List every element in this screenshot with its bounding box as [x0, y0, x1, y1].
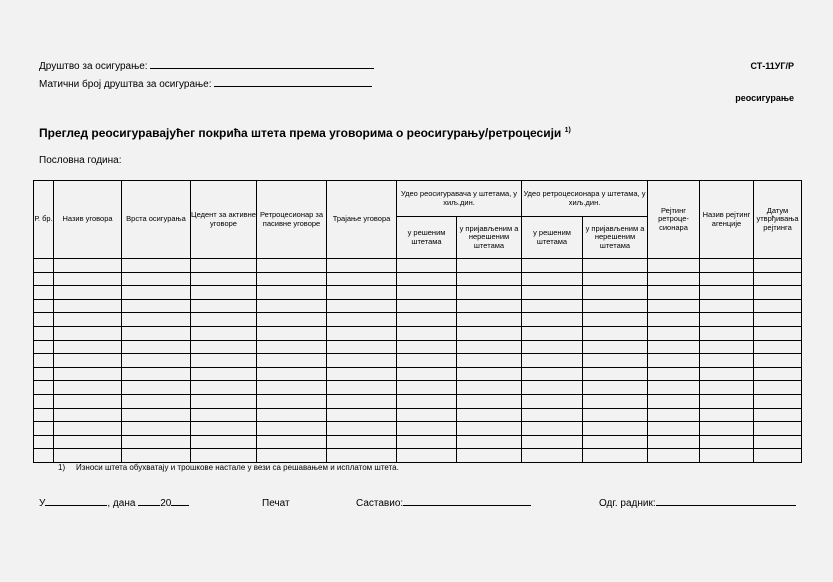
table-cell[interactable]: [583, 394, 648, 408]
table-cell[interactable]: [34, 394, 54, 408]
table-cell[interactable]: [648, 272, 700, 286]
sub-header-settled: у решеним штетама: [397, 217, 457, 259]
table-cell[interactable]: [397, 422, 457, 436]
table-cell[interactable]: [122, 326, 191, 340]
table-cell[interactable]: [327, 326, 397, 340]
table-cell[interactable]: [583, 381, 648, 395]
table-cell[interactable]: [457, 299, 522, 313]
table-cell[interactable]: [754, 435, 802, 449]
responsible-label: Одг. радник:: [599, 498, 656, 509]
table-cell[interactable]: [457, 422, 522, 436]
group-header-retro-share: Удео ретроцесионара у штетама, у хиљ.дин.: [522, 181, 648, 217]
table-cell[interactable]: [457, 367, 522, 381]
group-header-reinsurer-share: Удео реосигуравача у штетама, у хиљ.дин.: [397, 181, 522, 217]
table-cell[interactable]: [648, 354, 700, 368]
form-subtitle: реосигурање: [735, 93, 794, 103]
table-cell[interactable]: [34, 435, 54, 449]
table-cell[interactable]: [257, 299, 327, 313]
table-cell[interactable]: [191, 449, 257, 463]
table-cell[interactable]: [34, 286, 54, 300]
table-cell[interactable]: [457, 272, 522, 286]
table-cell[interactable]: [327, 286, 397, 300]
table-cell[interactable]: [327, 394, 397, 408]
table-cell[interactable]: [397, 272, 457, 286]
table-cell[interactable]: [457, 259, 522, 273]
table-cell[interactable]: [54, 381, 122, 395]
table-cell[interactable]: [122, 422, 191, 436]
table-row: [34, 259, 802, 273]
table-cell[interactable]: [754, 272, 802, 286]
table-cell[interactable]: [191, 367, 257, 381]
table-cell[interactable]: [191, 299, 257, 313]
table-cell[interactable]: [257, 259, 327, 273]
table-cell[interactable]: [191, 381, 257, 395]
table-cell[interactable]: [700, 272, 754, 286]
table-cell[interactable]: [257, 449, 327, 463]
table-row: [34, 381, 802, 395]
table-cell[interactable]: [754, 286, 802, 300]
table-cell[interactable]: [327, 354, 397, 368]
table-cell[interactable]: [583, 326, 648, 340]
table-cell[interactable]: [34, 313, 54, 327]
table-cell[interactable]: [397, 326, 457, 340]
table-cell[interactable]: [648, 381, 700, 395]
table-cell[interactable]: [257, 326, 327, 340]
table-cell[interactable]: [191, 340, 257, 354]
table-cell[interactable]: [54, 340, 122, 354]
table-row: [34, 313, 802, 327]
col-header-rating-date: Датум утврђивања рејтинга: [754, 181, 802, 259]
table-cell[interactable]: [583, 354, 648, 368]
table-cell[interactable]: [583, 340, 648, 354]
table-cell[interactable]: [122, 299, 191, 313]
table-cell[interactable]: [327, 272, 397, 286]
table-row: [34, 408, 802, 422]
table-cell[interactable]: [754, 408, 802, 422]
table-cell[interactable]: [457, 326, 522, 340]
table-cell[interactable]: [257, 422, 327, 436]
table-cell[interactable]: [583, 299, 648, 313]
table-cell[interactable]: [257, 354, 327, 368]
table-cell[interactable]: [34, 449, 54, 463]
table-cell[interactable]: [700, 394, 754, 408]
table-cell[interactable]: [397, 408, 457, 422]
table-cell[interactable]: [327, 299, 397, 313]
table-cell[interactable]: [54, 408, 122, 422]
table-cell[interactable]: [397, 367, 457, 381]
table-cell[interactable]: [648, 326, 700, 340]
table-cell[interactable]: [54, 435, 122, 449]
table-cell[interactable]: [257, 340, 327, 354]
company-input-line[interactable]: [150, 67, 374, 69]
table-row: [34, 272, 802, 286]
table-cell[interactable]: [457, 354, 522, 368]
table-cell[interactable]: [457, 408, 522, 422]
table-cell[interactable]: [522, 259, 583, 273]
table-cell[interactable]: [522, 299, 583, 313]
sub-header-reported: у пријављеним а нерешеним штетама: [457, 217, 522, 259]
table-cell[interactable]: [522, 272, 583, 286]
table-row: [34, 326, 802, 340]
reinsurance-table: [33, 180, 802, 463]
table-cell[interactable]: [397, 259, 457, 273]
table-cell[interactable]: [754, 381, 802, 395]
table-cell[interactable]: [754, 367, 802, 381]
col-header-cedent: Цедент за активне уговоре: [191, 181, 257, 259]
footnote-text: Износи штета обухватају и трошкове настале у вези са решавањем и исплатом штета.: [76, 463, 399, 472]
sub-header-settled: у решеним штетама: [522, 217, 583, 259]
year-input-line[interactable]: [171, 504, 189, 506]
table-cell[interactable]: [327, 313, 397, 327]
table-cell[interactable]: [754, 340, 802, 354]
table-cell[interactable]: [522, 435, 583, 449]
table-cell[interactable]: [34, 422, 54, 436]
table-cell[interactable]: [700, 381, 754, 395]
table-cell[interactable]: [54, 422, 122, 436]
table-cell[interactable]: [700, 299, 754, 313]
table-cell[interactable]: [522, 408, 583, 422]
title-footnote-ref: 1): [564, 127, 571, 134]
composed-input-line[interactable]: [403, 504, 531, 506]
table-cell[interactable]: [191, 313, 257, 327]
table-cell[interactable]: [327, 408, 397, 422]
table-cell[interactable]: [648, 367, 700, 381]
table-cell[interactable]: [583, 313, 648, 327]
table-cell[interactable]: [257, 272, 327, 286]
table-cell[interactable]: [122, 435, 191, 449]
table-cell[interactable]: [34, 326, 54, 340]
table-cell[interactable]: [54, 354, 122, 368]
table-cell[interactable]: [754, 449, 802, 463]
table-row: [34, 340, 802, 354]
table-row: [34, 449, 802, 463]
table-cell[interactable]: [257, 408, 327, 422]
table-cell[interactable]: [191, 354, 257, 368]
place-prefix: У: [39, 498, 46, 509]
table-cell[interactable]: [122, 367, 191, 381]
table-cell[interactable]: [583, 286, 648, 300]
reg-number-label: Матични број друштва за осигурање:: [39, 79, 212, 90]
table-cell[interactable]: [122, 259, 191, 273]
reg-number-field: [39, 79, 372, 90]
table-cell[interactable]: [522, 367, 583, 381]
date-label: , дана: [107, 498, 136, 509]
table-cell[interactable]: [397, 299, 457, 313]
table-cell[interactable]: [522, 286, 583, 300]
table-cell[interactable]: [648, 340, 700, 354]
table-cell[interactable]: [457, 340, 522, 354]
table-cell[interactable]: [257, 313, 327, 327]
table-row: [34, 354, 802, 368]
table-cell[interactable]: [583, 272, 648, 286]
table-cell[interactable]: [34, 408, 54, 422]
table-cell[interactable]: [397, 394, 457, 408]
company-field: [39, 61, 374, 72]
table-row: [34, 394, 802, 408]
table-cell[interactable]: [191, 435, 257, 449]
table-cell[interactable]: [700, 422, 754, 436]
table-row: [34, 367, 802, 381]
table-cell[interactable]: [397, 313, 457, 327]
col-header-duration: Трајање уговора: [327, 181, 397, 259]
table-cell[interactable]: [327, 381, 397, 395]
table-cell[interactable]: [522, 354, 583, 368]
table-cell[interactable]: [34, 259, 54, 273]
table-cell[interactable]: [54, 286, 122, 300]
company-label: Друштво за осигурање:: [39, 61, 148, 72]
col-header-agency: Назив рејтинг агенције: [700, 181, 754, 259]
page-title-text: Преглед реосигуравајућег покрића штета према уговорима о реосигурању/ретроцесији: [39, 126, 562, 140]
table-cell[interactable]: [583, 259, 648, 273]
table-cell[interactable]: [648, 299, 700, 313]
table-cell[interactable]: [34, 299, 54, 313]
table-cell[interactable]: [522, 394, 583, 408]
table-row: [34, 435, 802, 449]
table-cell[interactable]: [257, 394, 327, 408]
table-cell[interactable]: [34, 367, 54, 381]
table-cell[interactable]: [457, 449, 522, 463]
table-cell[interactable]: [191, 408, 257, 422]
table-cell[interactable]: [754, 259, 802, 273]
col-header-retrocessionaire: Ретроцесионар за пасивне уговоре: [257, 181, 327, 259]
table-cell[interactable]: [648, 449, 700, 463]
table-cell[interactable]: [54, 313, 122, 327]
table-cell[interactable]: [700, 408, 754, 422]
table-cell[interactable]: [522, 340, 583, 354]
table-cell[interactable]: [257, 367, 327, 381]
table-cell[interactable]: [522, 313, 583, 327]
table-cell[interactable]: [54, 272, 122, 286]
table-cell[interactable]: [457, 286, 522, 300]
table-cell[interactable]: [257, 381, 327, 395]
table-cell[interactable]: [522, 422, 583, 436]
reg-number-input-line[interactable]: [214, 85, 372, 87]
table-cell[interactable]: [522, 326, 583, 340]
table-cell[interactable]: [648, 394, 700, 408]
table-cell[interactable]: [34, 354, 54, 368]
footer-place-date: [39, 498, 189, 509]
responsible-field: [599, 498, 796, 509]
table-cell[interactable]: [122, 340, 191, 354]
table-cell[interactable]: [122, 272, 191, 286]
table-cell[interactable]: [648, 408, 700, 422]
table-cell[interactable]: [54, 326, 122, 340]
table-cell[interactable]: [327, 259, 397, 273]
table-cell[interactable]: [327, 340, 397, 354]
table-cell[interactable]: [700, 435, 754, 449]
table-cell[interactable]: [583, 408, 648, 422]
table-cell[interactable]: [34, 381, 54, 395]
business-year-label: Пословна година:: [39, 155, 122, 166]
table-cell[interactable]: [34, 272, 54, 286]
table-row: [34, 299, 802, 313]
table-cell[interactable]: [700, 313, 754, 327]
col-header-contract: Назив уговора: [54, 181, 122, 259]
table-cell[interactable]: [754, 313, 802, 327]
table-cell[interactable]: [700, 259, 754, 273]
table-cell[interactable]: [648, 313, 700, 327]
table-cell[interactable]: [397, 381, 457, 395]
table-cell[interactable]: [700, 326, 754, 340]
col-header-rb: Р. бр.: [34, 181, 54, 259]
place-input-line[interactable]: [45, 504, 107, 506]
table-cell[interactable]: [583, 435, 648, 449]
table-cell[interactable]: [122, 394, 191, 408]
page-title: [39, 126, 571, 140]
table-cell[interactable]: [457, 381, 522, 395]
table-cell[interactable]: [397, 286, 457, 300]
table-cell[interactable]: [754, 299, 802, 313]
table-cell[interactable]: [122, 354, 191, 368]
table-cell[interactable]: [257, 435, 327, 449]
table-cell[interactable]: [700, 340, 754, 354]
table-cell[interactable]: [327, 422, 397, 436]
table-cell[interactable]: [327, 449, 397, 463]
table-cell[interactable]: [522, 449, 583, 463]
table-cell[interactable]: [648, 422, 700, 436]
table-cell[interactable]: [397, 340, 457, 354]
table-cell[interactable]: [257, 286, 327, 300]
table-cell[interactable]: [700, 367, 754, 381]
table-cell[interactable]: [583, 449, 648, 463]
table-cell[interactable]: [754, 422, 802, 436]
table-cell[interactable]: [700, 286, 754, 300]
col-header-rating: Рејтинг ретроце-сионара: [648, 181, 700, 259]
year-prefix: 20: [160, 498, 172, 509]
table-cell[interactable]: [754, 354, 802, 368]
footnote-number: 1): [58, 463, 66, 472]
table-cell[interactable]: [191, 286, 257, 300]
composed-field: [356, 498, 531, 509]
table-cell[interactable]: [191, 422, 257, 436]
table-row: [34, 422, 802, 436]
table-cell[interactable]: [34, 340, 54, 354]
table-row: [34, 286, 802, 300]
table-cell[interactable]: [54, 394, 122, 408]
stamp-label: Печат: [262, 498, 290, 509]
form-code: СТ-11УГ/Р: [750, 61, 794, 71]
table-cell[interactable]: [583, 422, 648, 436]
col-header-insurance-type: Врста осигурања: [122, 181, 191, 259]
table-cell[interactable]: [54, 449, 122, 463]
responsible-input-line[interactable]: [656, 504, 796, 506]
table-cell[interactable]: [457, 394, 522, 408]
table-cell[interactable]: [122, 286, 191, 300]
table-cell[interactable]: [583, 367, 648, 381]
table-cell[interactable]: [54, 299, 122, 313]
sub-header-reported: у пријављеним а нерешеним штетама: [583, 217, 648, 259]
table-cell[interactable]: [754, 394, 802, 408]
table-cell[interactable]: [122, 449, 191, 463]
table-cell[interactable]: [397, 449, 457, 463]
table-cell[interactable]: [522, 381, 583, 395]
table-cell[interactable]: [54, 259, 122, 273]
table-cell[interactable]: [754, 326, 802, 340]
table-cell[interactable]: [457, 435, 522, 449]
table-cell[interactable]: [54, 367, 122, 381]
table-cell[interactable]: [327, 367, 397, 381]
table-cell[interactable]: [191, 326, 257, 340]
table-cell[interactable]: [648, 286, 700, 300]
table-cell[interactable]: [700, 354, 754, 368]
table-cell[interactable]: [397, 354, 457, 368]
table-cell[interactable]: [122, 408, 191, 422]
table-cell[interactable]: [191, 394, 257, 408]
table-cell[interactable]: [648, 259, 700, 273]
table-cell[interactable]: [122, 313, 191, 327]
table-cell[interactable]: [457, 313, 522, 327]
table-cell[interactable]: [327, 435, 397, 449]
table-cell[interactable]: [191, 259, 257, 273]
table-cell[interactable]: [191, 272, 257, 286]
table-cell[interactable]: [648, 435, 700, 449]
date-input-line[interactable]: [138, 504, 160, 506]
table-cell[interactable]: [700, 449, 754, 463]
composed-label: Саставио:: [356, 498, 404, 509]
table-cell[interactable]: [397, 435, 457, 449]
table-cell[interactable]: [122, 381, 191, 395]
